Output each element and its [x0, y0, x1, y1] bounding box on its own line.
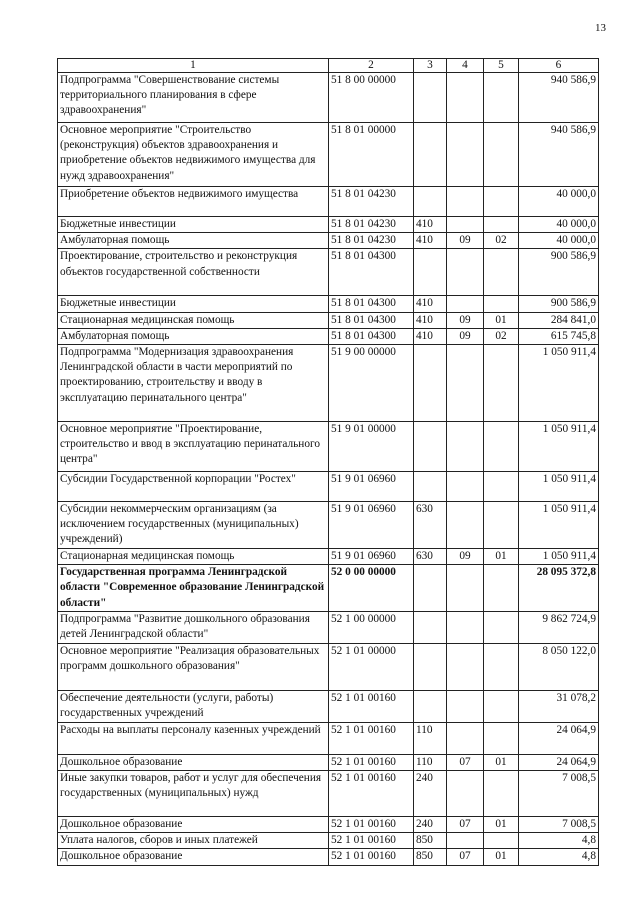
row-name: Бюджетные инвестиции — [58, 296, 329, 312]
row-code: 52 1 01 00160 — [329, 771, 414, 817]
row-expense-type — [414, 690, 447, 722]
row-expense-type — [414, 123, 447, 187]
row-section: 09 — [447, 549, 484, 565]
row-subsection — [484, 502, 519, 549]
header-col-4: 4 — [447, 59, 484, 73]
row-subsection — [484, 771, 519, 817]
row-subsection — [484, 73, 519, 123]
row-expense-type: 630 — [414, 549, 447, 565]
row-amount: 24 064,9 — [519, 722, 599, 754]
row-section — [447, 771, 484, 817]
header-col-6: 6 — [519, 59, 599, 73]
row-expense-type — [414, 643, 447, 690]
row-section — [447, 833, 484, 849]
row-section — [447, 249, 484, 296]
row-subsection — [484, 345, 519, 422]
row-expense-type — [414, 249, 447, 296]
row-code: 51 8 01 04230 — [329, 187, 414, 217]
row-amount: 7 008,5 — [519, 771, 599, 817]
row-expense-type: 410 — [414, 328, 447, 344]
row-subsection — [484, 472, 519, 502]
row-name: Дошкольное образование — [58, 754, 329, 770]
row-code: 51 8 00 00000 — [329, 73, 414, 123]
table-row — [58, 611, 599, 643]
table-row — [58, 249, 599, 296]
row-name: Стационарная медицинская помощь — [58, 312, 329, 328]
row-subsection: 01 — [484, 849, 519, 865]
row-expense-type — [414, 73, 447, 123]
row-code: 51 8 01 04230 — [329, 233, 414, 249]
row-code: 52 1 01 00160 — [329, 833, 414, 849]
table-row — [58, 690, 599, 722]
row-code: 52 1 01 00160 — [329, 754, 414, 770]
row-name: Обеспечение деятельности (услуги, работы) государственных учреждений — [58, 690, 329, 722]
row-subsection — [484, 833, 519, 849]
table-row — [58, 817, 599, 833]
table-row — [58, 643, 599, 690]
page-number: 13 — [595, 22, 606, 34]
row-section — [447, 690, 484, 722]
row-subsection — [484, 722, 519, 754]
row-name: Дошкольное образование — [58, 817, 329, 833]
table-row — [58, 849, 599, 865]
row-code: 52 1 01 00160 — [329, 817, 414, 833]
header-col-5: 5 — [484, 59, 519, 73]
table-row — [58, 422, 599, 472]
row-subsection — [484, 123, 519, 187]
table-row — [58, 328, 599, 344]
row-expense-type: 410 — [414, 296, 447, 312]
row-amount: 1 050 911,4 — [519, 502, 599, 549]
row-code: 51 8 01 04300 — [329, 249, 414, 296]
row-expense-type — [414, 472, 447, 502]
row-subsection: 02 — [484, 233, 519, 249]
row-code: 51 9 01 06960 — [329, 502, 414, 549]
table-row — [58, 187, 599, 217]
row-code: 51 9 00 00000 — [329, 345, 414, 422]
row-code: 52 0 00 00000 — [329, 565, 414, 612]
row-section — [447, 73, 484, 123]
row-section — [447, 422, 484, 472]
row-section — [447, 187, 484, 217]
row-name: Подпрограмма "Модернизация здравоохранения Ленинградской области в части мероприятий по проектированию, строительству и вводу в эксплуатацию перинатального центра" — [58, 345, 329, 422]
row-subsection — [484, 643, 519, 690]
row-name: Подпрограмма "Развитие дошкольного образования детей Ленинградской области" — [58, 611, 329, 643]
row-name: Бюджетные инвестиции — [58, 217, 329, 233]
row-expense-type: 850 — [414, 849, 447, 865]
row-name: Амбулаторная помощь — [58, 233, 329, 249]
row-amount: 940 586,9 — [519, 123, 599, 187]
row-subsection — [484, 565, 519, 612]
row-subsection: 01 — [484, 312, 519, 328]
row-name: Стационарная медицинская помощь — [58, 549, 329, 565]
row-code: 51 8 01 00000 — [329, 123, 414, 187]
row-name: Субсидии некоммерческим организациям (за исключением государственных (муниципальных) учреждений) — [58, 502, 329, 549]
row-amount: 4,8 — [519, 849, 599, 865]
row-amount: 1 050 911,4 — [519, 549, 599, 565]
row-expense-type — [414, 422, 447, 472]
row-expense-type: 240 — [414, 771, 447, 817]
row-amount: 31 078,2 — [519, 690, 599, 722]
table-row — [58, 312, 599, 328]
row-code: 51 9 01 00000 — [329, 422, 414, 472]
row-section — [447, 345, 484, 422]
row-expense-type — [414, 611, 447, 643]
row-code: 51 8 01 04300 — [329, 328, 414, 344]
table-row — [58, 472, 599, 502]
row-name: Субсидии Государственной корпорации "Ростех" — [58, 472, 329, 502]
row-expense-type — [414, 187, 447, 217]
row-amount: 900 586,9 — [519, 249, 599, 296]
row-name: Уплата налогов, сборов и иных платежей — [58, 833, 329, 849]
row-expense-type: 110 — [414, 722, 447, 754]
row-name: Приобретение объектов недвижимого имущества — [58, 187, 329, 217]
row-code: 52 1 01 00160 — [329, 849, 414, 865]
row-subsection — [484, 690, 519, 722]
table-row — [58, 345, 599, 422]
table-row — [58, 233, 599, 249]
row-code: 52 1 00 00000 — [329, 611, 414, 643]
header-col-2: 2 — [329, 59, 414, 73]
row-subsection: 02 — [484, 328, 519, 344]
row-name: Основное мероприятие "Проектирование, строительство и ввод в эксплуатацию перинатального центра" — [58, 422, 329, 472]
row-amount: 8 050 122,0 — [519, 643, 599, 690]
row-subsection: 01 — [484, 754, 519, 770]
row-amount: 615 745,8 — [519, 328, 599, 344]
row-expense-type: 410 — [414, 312, 447, 328]
row-expense-type: 630 — [414, 502, 447, 549]
row-name: Проектирование, строительство и реконструкция объектов государственной собственности — [58, 249, 329, 296]
row-amount: 1 050 911,4 — [519, 472, 599, 502]
row-amount: 40 000,0 — [519, 187, 599, 217]
header-col-1: 1 — [58, 59, 329, 73]
row-code: 51 9 01 06960 — [329, 549, 414, 565]
table-header-row — [58, 59, 599, 73]
row-code: 52 1 01 00160 — [329, 690, 414, 722]
row-subsection — [484, 217, 519, 233]
row-name: Основное мероприятие "Строительство (реконструкция) объектов здравоохранения и приобретение объектов недвижимого имущества для нужд здравоохранения" — [58, 123, 329, 187]
row-section: 07 — [447, 754, 484, 770]
header-col-3: 3 — [414, 59, 447, 73]
row-amount: 284 841,0 — [519, 312, 599, 328]
row-code: 52 1 01 00160 — [329, 722, 414, 754]
row-expense-type: 410 — [414, 217, 447, 233]
table-row — [58, 73, 599, 123]
row-amount: 24 064,9 — [519, 754, 599, 770]
table-row — [58, 722, 599, 754]
row-amount: 9 862 724,9 — [519, 611, 599, 643]
row-section — [447, 472, 484, 502]
row-section — [447, 296, 484, 312]
row-section — [447, 123, 484, 187]
table-row — [58, 565, 599, 612]
row-code: 51 8 01 04230 — [329, 217, 414, 233]
row-name: Иные закупки товаров, работ и услуг для обеспечения государственных (муниципальных) нужд — [58, 771, 329, 817]
row-code: 52 1 01 00000 — [329, 643, 414, 690]
table-row — [58, 549, 599, 565]
table-row — [58, 123, 599, 187]
row-expense-type — [414, 345, 447, 422]
row-amount: 1 050 911,4 — [519, 422, 599, 472]
row-subsection — [484, 611, 519, 643]
row-name: Основное мероприятие "Реализация образовательных программ дошкольного образования" — [58, 643, 329, 690]
row-expense-type — [414, 565, 447, 612]
row-name: Амбулаторная помощь — [58, 328, 329, 344]
row-section: 07 — [447, 817, 484, 833]
row-name: Расходы на выплаты персоналу казенных учреждений — [58, 722, 329, 754]
budget-table — [57, 58, 599, 866]
table-row — [58, 217, 599, 233]
row-section — [447, 565, 484, 612]
table-row — [58, 296, 599, 312]
row-section — [447, 611, 484, 643]
row-section — [447, 217, 484, 233]
row-section: 09 — [447, 328, 484, 344]
row-expense-type: 110 — [414, 754, 447, 770]
row-subsection: 01 — [484, 549, 519, 565]
row-subsection — [484, 187, 519, 217]
row-section — [447, 722, 484, 754]
budget-table-body — [58, 59, 599, 866]
row-amount: 40 000,0 — [519, 233, 599, 249]
row-code: 51 9 01 06960 — [329, 472, 414, 502]
row-amount: 28 095 372,8 — [519, 565, 599, 612]
row-code: 51 8 01 04300 — [329, 312, 414, 328]
row-amount: 900 586,9 — [519, 296, 599, 312]
row-code: 51 8 01 04300 — [329, 296, 414, 312]
row-name: Дошкольное образование — [58, 849, 329, 865]
row-expense-type: 410 — [414, 233, 447, 249]
row-section — [447, 502, 484, 549]
row-subsection: 01 — [484, 817, 519, 833]
row-subsection — [484, 249, 519, 296]
row-amount: 7 008,5 — [519, 817, 599, 833]
row-section: 09 — [447, 233, 484, 249]
row-amount: 940 586,9 — [519, 73, 599, 123]
row-expense-type: 240 — [414, 817, 447, 833]
table-row — [58, 771, 599, 817]
row-name: Государственная программа Ленинградской области "Современное образование Ленинградской области" — [58, 565, 329, 612]
table-row — [58, 502, 599, 549]
row-subsection — [484, 422, 519, 472]
row-subsection — [484, 296, 519, 312]
row-amount: 1 050 911,4 — [519, 345, 599, 422]
row-amount: 4,8 — [519, 833, 599, 849]
row-section: 07 — [447, 849, 484, 865]
row-section — [447, 643, 484, 690]
row-name: Подпрограмма "Совершенствование системы территориального планирования в сфере здравоохранения" — [58, 73, 329, 123]
row-section: 09 — [447, 312, 484, 328]
row-expense-type: 850 — [414, 833, 447, 849]
row-amount: 40 000,0 — [519, 217, 599, 233]
table-row — [58, 833, 599, 849]
table-row — [58, 754, 599, 770]
